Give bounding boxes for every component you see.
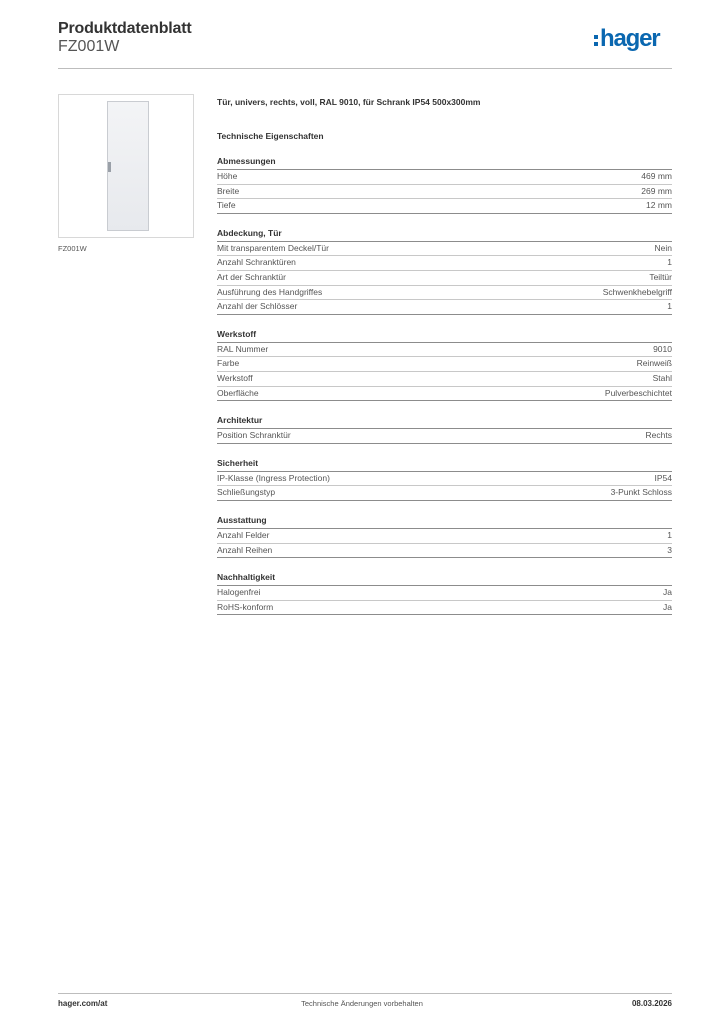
logo-dots-icon [594, 35, 598, 49]
property-group [217, 458, 672, 501]
property-label: Oberfläche [217, 387, 259, 398]
property-label: RAL Nummer [217, 343, 269, 354]
property-label: Anzahl der Schlösser [217, 301, 298, 312]
property-group [217, 228, 672, 315]
property-row [217, 544, 672, 559]
group-title: Abmessungen [217, 156, 672, 170]
property-label: Anzahl Schranktüren [217, 257, 296, 268]
property-value: Teiltür [649, 271, 672, 282]
property-row [217, 529, 672, 544]
property-label: Anzahl Reihen [217, 544, 273, 555]
property-value: 1 [667, 529, 672, 540]
property-value: 12 mm [646, 200, 672, 211]
property-label: Anzahl Felder [217, 529, 270, 540]
property-group [217, 515, 672, 558]
property-value: 3 [667, 544, 672, 555]
property-value: 469 mm [641, 171, 672, 181]
property-label: Farbe [217, 358, 240, 369]
property-row [217, 185, 672, 200]
property-row [217, 256, 672, 271]
property-row [217, 372, 672, 387]
property-label: Mit transparentem Deckel/Tür [217, 242, 329, 253]
product-image [58, 94, 194, 238]
property-group [217, 156, 672, 214]
property-row [217, 271, 672, 286]
group-title: Sicherheit [217, 458, 672, 472]
property-value: Stahl [652, 372, 672, 383]
property-label: Höhe [217, 171, 238, 181]
page-title: Produktdatenblatt [58, 20, 192, 37]
property-value: Ja [663, 587, 672, 598]
property-row [217, 343, 672, 358]
property-row [217, 286, 672, 301]
property-group [217, 415, 672, 444]
property-value: 1 [667, 301, 672, 312]
property-label: RoHS-konform [217, 601, 274, 612]
property-row [217, 486, 672, 501]
group-title: Werkstoff [217, 329, 672, 343]
property-value: Nein [654, 242, 672, 253]
property-row [217, 300, 672, 315]
header-divider [58, 68, 672, 69]
property-value: Pulverbeschichtet [604, 387, 672, 398]
property-label: Position Schranktür [217, 430, 291, 441]
footer-divider [58, 993, 672, 994]
cabinet-door-icon [107, 101, 149, 231]
logo-wordmark: hager [600, 25, 660, 52]
property-value: Ja [663, 601, 672, 612]
property-label: Halogenfrei [217, 587, 261, 598]
property-value: Reinweiß [636, 358, 672, 369]
property-row [217, 357, 672, 372]
property-value: 3-Punkt Schloss [610, 487, 672, 498]
product-title: Tür, univers, rechts, voll, RAL 9010, für Schrank IP54 500x300mm [217, 97, 481, 107]
property-row [217, 601, 672, 616]
properties-heading: Technische Eigenschaften [217, 131, 324, 141]
property-row [217, 199, 672, 214]
property-value: 9010 [653, 343, 672, 354]
group-title: Abdeckung, Tür [217, 228, 672, 242]
property-label: Breite [217, 185, 240, 196]
property-value: 269 mm [641, 185, 672, 196]
property-label: Ausführung des Handgriffes [217, 286, 323, 297]
property-groups [217, 156, 672, 615]
property-value: Rechts [645, 430, 672, 441]
footer-date: 08.03.2026 [631, 999, 672, 1008]
property-group [217, 572, 672, 615]
property-label: Werkstoff [217, 372, 253, 383]
product-code: FZ001W [58, 38, 120, 55]
property-label: Tiefe [217, 200, 236, 211]
property-value: 1 [667, 257, 672, 268]
property-row [217, 586, 672, 601]
property-row [217, 170, 672, 185]
property-row [217, 472, 672, 487]
image-caption: FZ001W [58, 244, 87, 253]
property-value: Schwenkhebelgriff [602, 286, 672, 297]
property-value: IP54 [654, 472, 672, 483]
property-label: IP-Klasse (Ingress Protection) [217, 472, 330, 483]
group-title: Nachhaltigkeit [217, 572, 672, 586]
door-handle-icon [108, 162, 111, 172]
group-title: Architektur [217, 415, 672, 429]
specifications [217, 96, 672, 615]
property-row [217, 387, 672, 402]
group-title: Ausstattung [217, 515, 672, 529]
footer-website[interactable]: hager.com/at [58, 999, 108, 1008]
property-group [217, 329, 672, 401]
property-row [217, 429, 672, 444]
property-label: Schließungstyp [217, 487, 276, 498]
footer-disclaimer: Technische Änderungen vorbehalten [301, 999, 423, 1008]
property-label: Art der Schranktür [217, 271, 286, 282]
property-row [217, 242, 672, 257]
